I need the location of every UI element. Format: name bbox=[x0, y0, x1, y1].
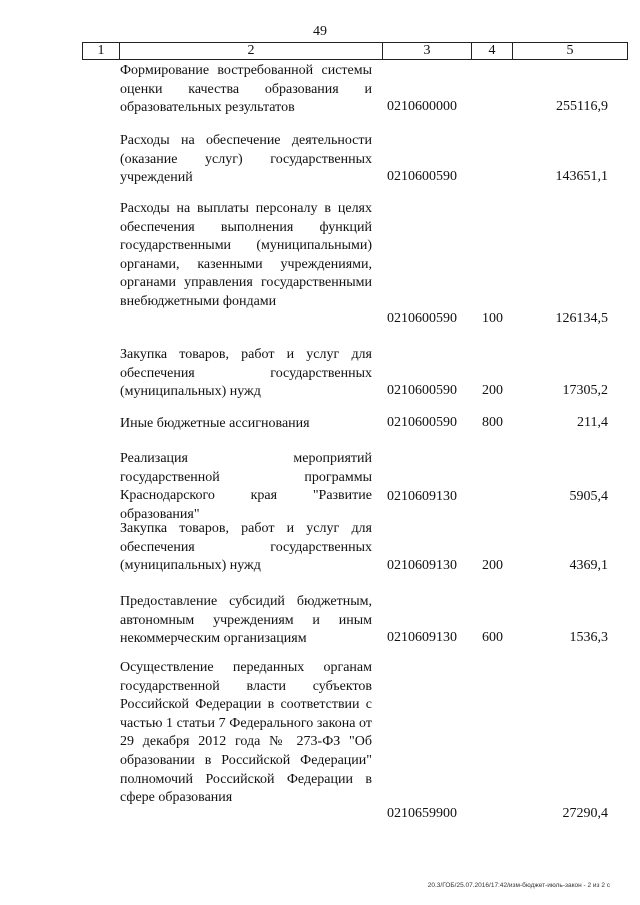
row-code: 0210659900 bbox=[387, 806, 457, 821]
row-description: Иные бюджетные ассигнования bbox=[120, 416, 310, 431]
row-amount: 255116,9 bbox=[556, 99, 608, 114]
row-amount: 1536,3 bbox=[569, 630, 608, 645]
row-type: 200 bbox=[482, 558, 503, 573]
page-number: 49 bbox=[313, 24, 327, 39]
row-amount: 4369,1 bbox=[569, 558, 608, 573]
row-code: 0210600590 bbox=[387, 169, 457, 184]
row-amount: 143651,1 bbox=[555, 169, 608, 184]
row-code: 0210609130 bbox=[387, 558, 457, 573]
row-amount: 126134,5 bbox=[555, 311, 608, 326]
row-description: Расходы на обеспечение деятельности (оказание услуг) государственных учреждений bbox=[120, 133, 372, 186]
header-col-2: 2 bbox=[120, 43, 383, 60]
row-description: Реализация мероприятий государственной программы Краснодарского края "Развитие образования" bbox=[120, 451, 372, 522]
row-code: 0210600590 bbox=[387, 383, 457, 398]
header-col-4: 4 bbox=[472, 43, 513, 60]
row-type: 200 bbox=[482, 383, 503, 398]
row-description: Предоставление субсидий бюджетным, автономным учреждениям и иным некоммерческим организациям bbox=[120, 594, 372, 647]
header-col-1: 1 bbox=[83, 43, 120, 60]
footer-print-stamp: 20.3/ГОБ/25.07.2016/17:42/изм-бюджет-июль-закон - 2 из 2 с bbox=[427, 882, 610, 889]
row-amount: 27290,4 bbox=[562, 806, 608, 821]
row-type: 800 bbox=[482, 415, 503, 430]
row-description: Закупка товаров, работ и услуг для обеспечения государственных (муниципальных) нужд bbox=[120, 347, 372, 400]
row-description: Расходы на выплаты персоналу в целях обеспечения выполнения функций государственными (муниципальными) органами, казенными учреждениями, органами управления государственными внебюджетными фондами bbox=[120, 201, 372, 309]
header-col-3: 3 bbox=[383, 43, 472, 60]
row-code: 0210609130 bbox=[387, 630, 457, 645]
row-code: 0210609130 bbox=[387, 489, 457, 504]
row-type: 600 bbox=[482, 630, 503, 645]
row-amount: 17305,2 bbox=[562, 383, 608, 398]
row-type: 100 bbox=[482, 311, 503, 326]
header-col-5: 5 bbox=[513, 43, 628, 60]
row-code: 0210600000 bbox=[387, 99, 457, 114]
row-description: Закупка товаров, работ и услуг для обеспечения государственных (муниципальных) нужд bbox=[120, 521, 372, 574]
row-code: 0210600590 bbox=[387, 311, 457, 326]
row-code: 0210600590 bbox=[387, 415, 457, 430]
row-amount: 5905,4 bbox=[569, 489, 608, 504]
row-amount: 211,4 bbox=[577, 415, 608, 430]
row-description: Формирование востребованной системы оценки качества образования и образовательных результатов bbox=[120, 63, 372, 116]
row-description: Осуществление переданных органам государственной власти субъектов Российской Федерации в соответствии с частью 1 статьи 7 Федерального закона от 29 декабря 2012 года № 273-ФЗ "Об образовании в Российской Федерации" полномочий Российской Федерации в сфере образования bbox=[120, 660, 372, 806]
